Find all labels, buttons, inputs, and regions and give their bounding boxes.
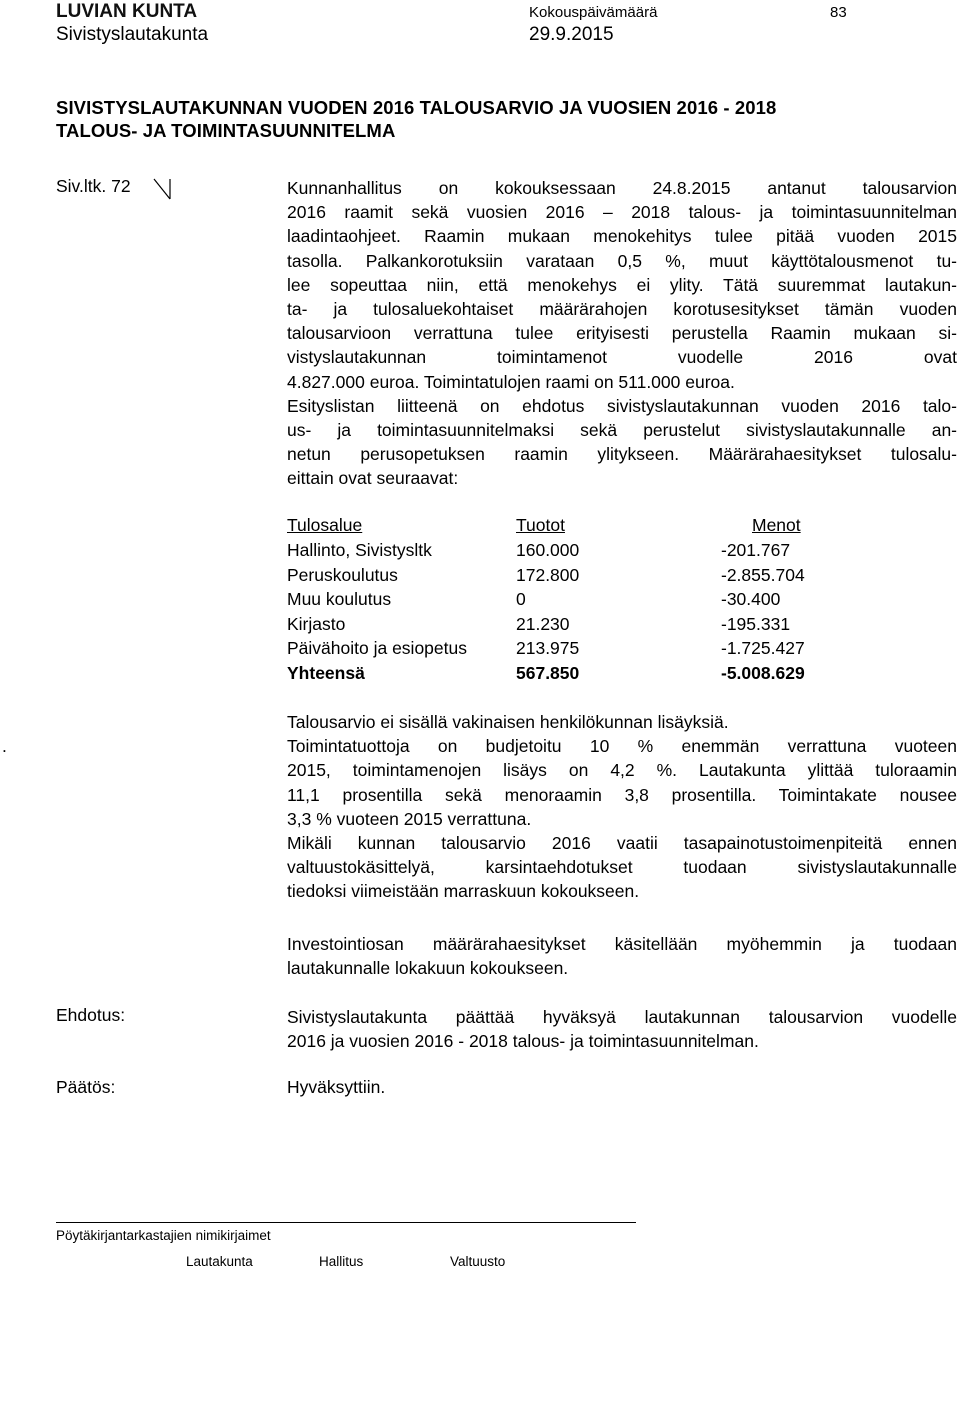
doc-title-line1: SIVISTYSLAUTAKUNNAN VUODEN 2016 TALOUSARVIO JA VUOSIEN 2016 - 2018 xyxy=(56,97,777,118)
table-cell: -30.400 xyxy=(721,589,781,609)
text-line: 2015, toimintamenojen lisäys on 4,2 %. Lautakunta ylittää tuloraamin xyxy=(287,760,957,781)
text-line: talousarvioon verrattuna tulee erityisesti perustella Raamin mukaan si- xyxy=(287,323,957,344)
text-line: valtuustokäsittelyä, karsintaehdotukset tuodaan sivistyslautakunnalle xyxy=(287,857,957,878)
column-header: Tuotot xyxy=(516,515,565,535)
table-cell: Muu koulutus xyxy=(287,589,392,609)
table-cell: Kirjasto xyxy=(287,613,346,634)
meeting-date: 29.9.2015 xyxy=(529,24,614,45)
table-cell: Peruskoulutus xyxy=(287,564,398,585)
text-line: Talousarvio ei sisällä vakinaisen henkilökunnan lisäyksiä. xyxy=(287,712,729,732)
text-line: Investointiosan määrärahaesitykset käsitellään myöhemmin ja tuodaan xyxy=(287,934,957,954)
table-cell: Päivähoito ja esiopetus xyxy=(287,638,467,658)
paragraph-budget-frame xyxy=(287,176,957,491)
table-cell: -195.331 xyxy=(721,613,791,634)
table-cell: 213.975 xyxy=(516,638,580,658)
text-line: us- ja toimintasuunnitelmaksi sekä perustelut sivistyslautakunnalle an- xyxy=(287,420,957,441)
decision-label: Päätös: xyxy=(56,1077,116,1097)
text-line: Mikäli kunnan talousarvio 2016 vaatii tasapainotustoimenpiteitä ennen xyxy=(287,833,957,854)
text-line: Sivistyslautakunta päättää hyväksyä lautakunnan talousarvion vuodelle xyxy=(287,1007,957,1027)
footer-title: Pöytäkirjantarkastajien nimikirjaimet xyxy=(56,1228,271,1243)
section-marker-icon xyxy=(152,178,172,200)
text-line: 2016 ja vuosien 2016 - 2018 talous- ja toimintasuunnitelman. xyxy=(287,1031,759,1052)
text-line: 4.827.000 euroa. Toimintatulojen raami on 511.000 euroa. xyxy=(287,371,735,392)
text-line: 3,3 % vuoteen 2015 verrattuna. xyxy=(287,808,532,829)
column-header: Tulosalue xyxy=(287,515,363,535)
footer-col-label: Hallitus xyxy=(319,1254,364,1269)
decision-text: Hyväksyttiin. xyxy=(287,1077,386,1097)
stray-dot: . xyxy=(2,736,7,756)
table-cell: -201.767 xyxy=(721,540,791,560)
footer-col-label: Lautakunta xyxy=(186,1254,253,1269)
text-line: Kunnanhallitus on kokouksessaan 24.8.2015 antanut talousarvion xyxy=(287,178,957,198)
column-header: Menot xyxy=(752,515,801,535)
text-line: tasolla. Palkankorotuksiin varataan 0,5 %, muut käyttötalousmenot tu- xyxy=(287,250,957,271)
table-cell: Hallinto, Sivistysltk xyxy=(287,540,432,560)
board-name: Sivistyslautakunta xyxy=(56,24,209,45)
table-cell: 160.000 xyxy=(516,540,580,560)
proposal-label: Ehdotus: xyxy=(56,1005,126,1025)
table-cell: 172.800 xyxy=(516,564,580,585)
text-line: 2016 raamit sekä vuosien 2016 – 2018 talous- ja toimintasuunnitelman xyxy=(287,202,957,223)
table-cell: 567.850 xyxy=(516,663,580,683)
paragraph-budget-notes xyxy=(287,710,957,904)
text-line: laadintaohjeet. Raamin mukaan menokehitys tulee pitää vuoden 2015 xyxy=(287,226,957,247)
text-line: Esityslistan liitteenä on ehdotus sivistyslautakunnan vuoden 2016 talo- xyxy=(287,395,957,416)
text-line: lautakunnalle lokakuun kokoukseen. xyxy=(287,958,569,979)
table-cell: 21.230 xyxy=(516,613,570,634)
text-line: tiedoksi viimeistään marraskuun kokoukseen. xyxy=(287,881,640,902)
footer-top-rule xyxy=(56,1222,636,1223)
table-cell: -2.855.704 xyxy=(721,564,805,585)
text-line: eittain ovat seuraavat: xyxy=(287,468,459,489)
text-line: vistyslautakunnan toimintamenot vuodelle 2016 ovat xyxy=(287,347,957,368)
page-number: 83 xyxy=(830,4,847,21)
proposal-text xyxy=(287,1005,957,1053)
paragraph-investments xyxy=(287,932,957,980)
meeting-date-label: Kokouspäivämäärä xyxy=(529,4,658,21)
text-line: ta- ja tulosaluekohtaiset määrärahojen korotusesitykset tämän vuoden xyxy=(287,299,957,320)
table-cell: -5.008.629 xyxy=(721,663,805,683)
section-ref: Siv.ltk. 72 xyxy=(56,176,131,196)
text-line: lee sopeuttaa niin, että menokehys ei ylity. Tätä suuremmat lautakun- xyxy=(287,274,957,295)
doc-title-line2: TALOUS- JA TOIMINTASUUNNITELMA xyxy=(56,120,396,141)
footer-col-label: Valtuusto xyxy=(450,1254,506,1269)
table-cell: Yhteensä xyxy=(287,663,365,683)
text-line: netun perusopetuksen raamin ylitykseen. Määrärahaesitykset tulosalu- xyxy=(287,444,957,465)
table-cell: 0 xyxy=(516,589,526,609)
table-cell: -1.725.427 xyxy=(721,638,805,658)
org-name: LUVIAN KUNTA xyxy=(56,1,198,22)
text-line: 11,1 prosentilla sekä menoraamin 3,8 prosentilla. Toimintakate nousee xyxy=(287,784,957,805)
text-line: Toimintatuottoja on budjetoitu 10 % enemmän verrattuna vuoteen xyxy=(287,736,957,757)
